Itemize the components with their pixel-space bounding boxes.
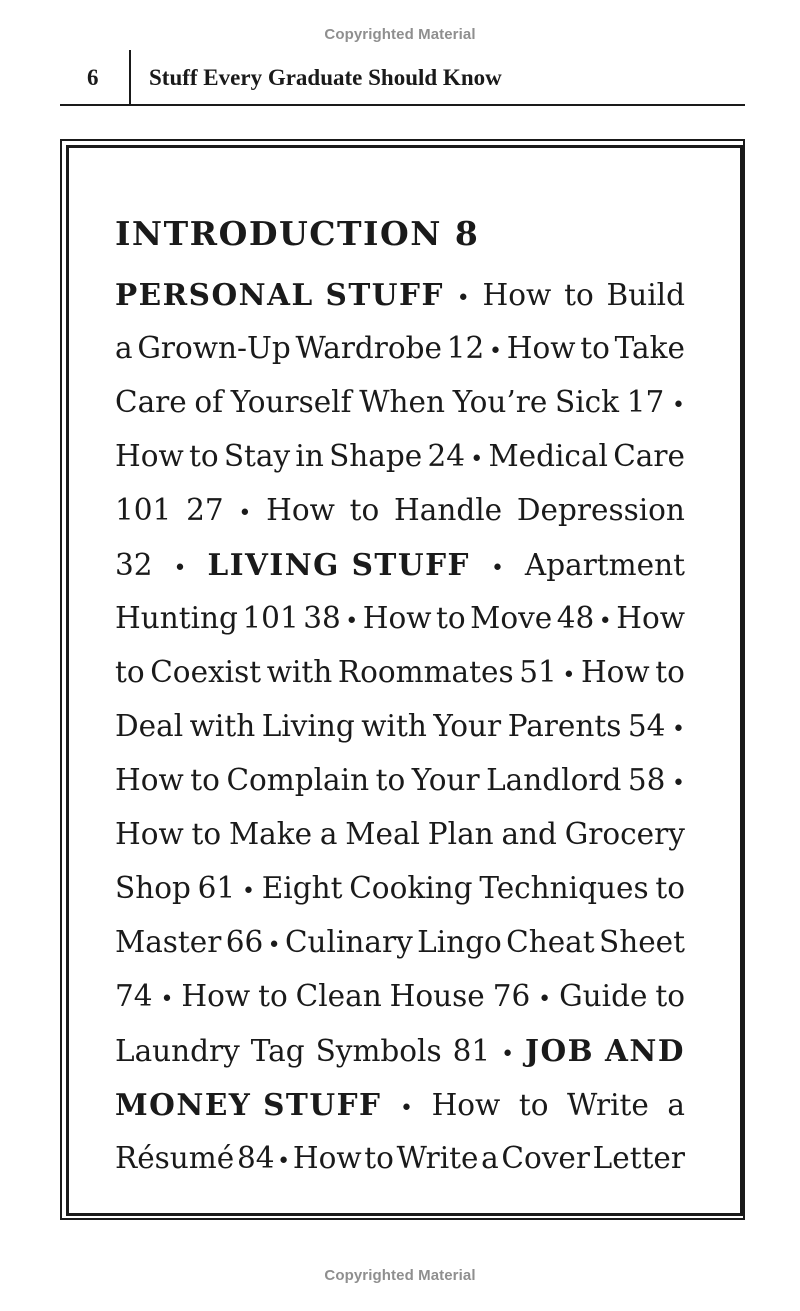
toc-line <box>115 763 685 803</box>
toc-word: to <box>655 979 685 1013</box>
header-rule <box>60 104 745 106</box>
toc-word: to <box>349 493 380 527</box>
toc-word: Deal <box>115 709 184 743</box>
toc-word: Handle <box>394 493 503 527</box>
toc-word: Make <box>228 817 313 851</box>
toc-word: 84 <box>236 1141 275 1175</box>
bullet-separator: • <box>456 286 470 311</box>
toc-word: How <box>362 601 432 635</box>
toc-word: Grocery <box>564 817 685 851</box>
toc-line <box>115 1087 685 1127</box>
toc-word: Your <box>411 763 480 797</box>
toc-word: Take <box>614 331 685 365</box>
toc-word: a <box>481 1141 499 1175</box>
toc-word: Sick <box>554 385 620 419</box>
toc-word: Cooking <box>349 871 473 905</box>
toc-word: to <box>436 601 466 635</box>
toc-word: of <box>194 385 224 419</box>
toc-section-label: JOB <box>524 1033 595 1068</box>
toc-line <box>115 493 685 533</box>
toc-word: to <box>115 655 145 689</box>
toc-word: Plan <box>427 817 494 851</box>
toc-word: Complain <box>226 763 370 797</box>
toc-word: How <box>266 493 335 527</box>
bullet-separator: • <box>489 339 503 364</box>
toc-word: How <box>580 655 650 689</box>
toc-word: 38 <box>303 601 341 635</box>
toc-word: Hunting <box>115 601 238 635</box>
toc-word: with <box>266 655 333 689</box>
bullet-separator: • <box>538 987 552 1012</box>
toc-word: How <box>482 278 552 312</box>
bullet-separator: • <box>173 556 187 581</box>
toc-section-label: LIVING STUFF <box>207 547 470 582</box>
toc-word: to <box>258 979 288 1013</box>
running-header <box>60 48 745 106</box>
toc-word: When <box>359 385 445 419</box>
toc-word: 81 <box>452 1034 491 1068</box>
toc-word: Move <box>470 601 553 635</box>
bullet-separator: • <box>160 987 174 1012</box>
toc-word: 12 <box>446 331 485 365</box>
toc-word: 32 <box>115 548 153 582</box>
toc-word: to <box>375 763 406 797</box>
copyright-watermark-bottom: Copyrighted Material <box>324 1267 476 1284</box>
toc-word: How <box>506 331 576 365</box>
toc-word: Laundry <box>115 1034 240 1068</box>
toc-word: with <box>361 709 427 743</box>
bullet-separator: • <box>470 447 484 472</box>
toc-line <box>115 655 685 695</box>
toc-word: Tag <box>250 1034 305 1068</box>
toc-word: Sheet <box>599 925 685 959</box>
bullet-separator: • <box>345 609 359 634</box>
toc-word: Yourself <box>230 385 352 419</box>
toc-line <box>115 331 685 371</box>
bullet-separator: • <box>671 717 685 742</box>
bullet-separator: • <box>241 879 255 904</box>
toc-word: Shop <box>115 871 191 905</box>
toc-word: Clean <box>295 979 382 1013</box>
toc-word: How <box>431 1088 501 1122</box>
toc-word: 48 <box>556 601 595 635</box>
toc-word: How <box>115 817 184 851</box>
toc-word: to <box>191 817 222 851</box>
toc-word: Lingo <box>417 925 502 959</box>
toc-line <box>115 601 685 641</box>
toc-word: Build <box>606 278 685 312</box>
toc-word: a <box>667 1088 685 1122</box>
toc-word: Techniques <box>479 871 649 905</box>
toc-word: Apartment <box>524 548 685 582</box>
toc-section-label: MONEY STUFF <box>115 1087 382 1122</box>
toc-word: How <box>115 763 184 797</box>
toc-word: 54 <box>627 709 666 743</box>
toc-word: to <box>518 1088 549 1122</box>
toc-word: 74 <box>115 979 153 1013</box>
bullet-separator: • <box>490 556 504 581</box>
toc-line <box>115 979 685 1019</box>
bullet-separator: • <box>562 663 576 688</box>
toc-word: Cheat <box>506 925 595 959</box>
toc-word: Stay <box>223 439 291 473</box>
toc-word: 24 <box>427 439 465 473</box>
toc-word: How <box>292 1141 362 1175</box>
toc-word: Meal <box>345 817 420 851</box>
toc-word: Letter <box>592 1141 685 1175</box>
toc-word: 101 <box>115 493 172 527</box>
toc-word: Shape <box>329 439 423 473</box>
toc-word: Grown-Up <box>137 331 291 365</box>
toc-word: with <box>189 709 256 743</box>
bullet-separator: • <box>671 393 685 418</box>
book-title: Stuff Every Graduate Should Know <box>149 65 502 90</box>
toc-word: Roommates <box>337 655 514 689</box>
toc-word: House <box>389 979 485 1013</box>
toc-word: Résumé <box>115 1141 235 1175</box>
toc-line <box>115 709 685 749</box>
copyright-watermark-top: Copyrighted Material <box>324 26 476 43</box>
bullet-separator: • <box>267 933 281 958</box>
toc-word: Living <box>261 709 355 743</box>
toc-word: Wardrobe <box>295 331 443 365</box>
toc-word: How <box>181 979 251 1013</box>
toc-word: Depression <box>516 493 685 527</box>
toc-line <box>115 871 685 911</box>
toc-word: to <box>364 1141 394 1175</box>
toc-word: How <box>616 601 685 635</box>
toc-word: to <box>655 655 685 689</box>
toc-word: Culinary <box>284 925 413 959</box>
toc-word: Master <box>115 925 222 959</box>
toc-word: Your <box>433 709 502 743</box>
toc-word: to <box>190 763 220 797</box>
bullet-separator: • <box>598 609 612 634</box>
toc-line <box>115 277 685 317</box>
toc-word: Write <box>567 1088 649 1122</box>
toc-word: to <box>655 871 685 905</box>
toc-word: to <box>580 331 610 365</box>
toc-line <box>115 385 685 425</box>
toc-line <box>115 1033 685 1073</box>
toc-word: 61 <box>197 871 236 905</box>
page-number: 6 <box>87 65 99 90</box>
bullet-separator: • <box>400 1096 414 1121</box>
toc-heading: INTRODUCTION 8 <box>115 214 480 253</box>
toc-section-label: AND <box>605 1033 685 1068</box>
toc-word: to <box>564 278 594 312</box>
toc-word: Guide <box>559 979 648 1013</box>
toc-word: Care <box>115 385 187 419</box>
toc-word: and <box>501 817 557 851</box>
bullet-separator: • <box>238 501 252 526</box>
toc-line <box>115 547 685 587</box>
bullet-separator: • <box>277 1149 291 1174</box>
toc-word: Medical <box>488 439 608 473</box>
toc-word: 58 <box>627 763 666 797</box>
toc-word: 76 <box>492 979 531 1013</box>
toc-word: in <box>295 439 324 473</box>
toc-word: a <box>115 331 133 365</box>
header-divider <box>129 50 131 106</box>
toc-word: Symbols <box>315 1034 442 1068</box>
toc-word: Parents <box>507 709 622 743</box>
toc-line <box>115 817 685 857</box>
bullet-separator: • <box>671 771 685 796</box>
toc-line <box>115 1141 685 1181</box>
toc-word: Cover <box>501 1141 590 1175</box>
toc-word: to <box>188 439 219 473</box>
toc-word: Landlord <box>486 763 622 797</box>
toc-line <box>115 439 685 479</box>
toc-word: 66 <box>225 925 264 959</box>
toc-word: Care <box>613 439 685 473</box>
toc-word: 27 <box>186 493 224 527</box>
toc-line <box>115 925 685 965</box>
toc-section-label: PERSONAL STUFF <box>115 277 444 312</box>
toc-word: 17 <box>626 385 665 419</box>
toc-word: You’re <box>452 385 548 419</box>
toc-word: Eight <box>261 871 343 905</box>
toc-word: How <box>115 439 184 473</box>
toc-word: a <box>319 817 338 851</box>
toc-word: 101 <box>242 601 299 635</box>
toc-word: Coexist <box>150 655 262 689</box>
bullet-separator: • <box>501 1042 515 1067</box>
toc-word: Write <box>396 1141 479 1175</box>
toc-word: 51 <box>519 655 557 689</box>
